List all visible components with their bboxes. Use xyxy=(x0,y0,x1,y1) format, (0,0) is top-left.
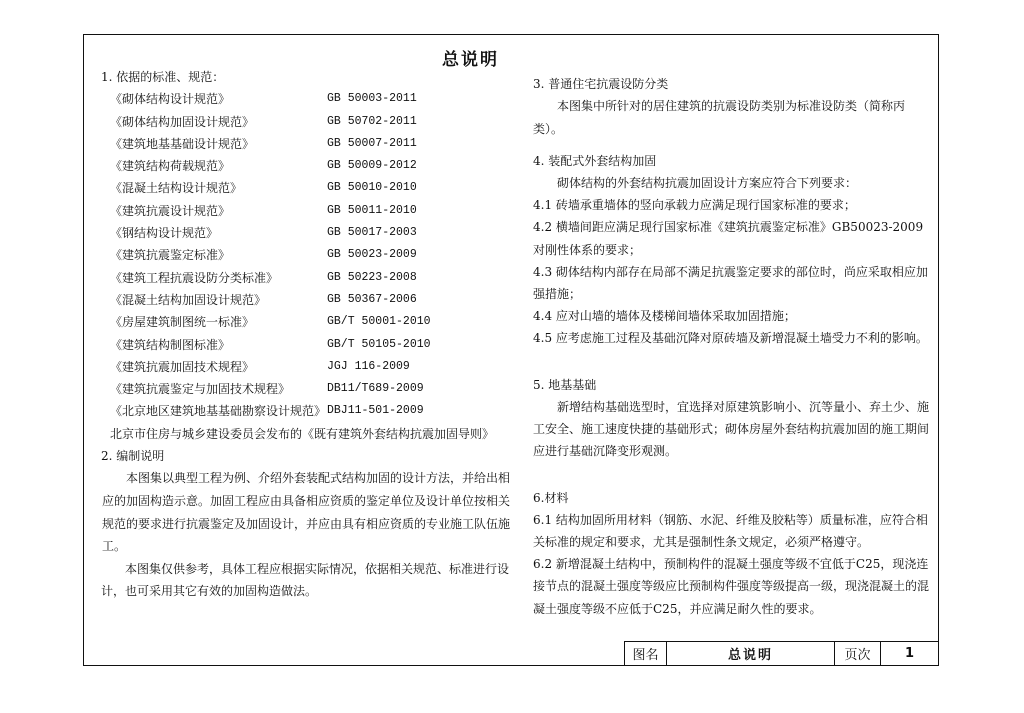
page-number: 1 xyxy=(904,646,915,661)
standard-code: GB 50223-2008 xyxy=(327,270,417,284)
section4-item: 4.1 砖墙承重墙体的竖向承载力应满足现行国家标准的要求； xyxy=(533,198,856,213)
standard-name: 《北京地区建筑地基基础勘察设计规范》 xyxy=(110,404,327,419)
standard-name: 《建筑结构荷载规范》 xyxy=(110,159,231,174)
standard-row xyxy=(101,311,513,333)
standard-code: GB 50023-2009 xyxy=(327,248,417,262)
section3-body: 本图集中所针对的居住建筑的抗震设防类别为标准设防类（简称丙类）。 xyxy=(533,99,906,136)
standard-name: 《混凝土结构加固设计规范》 xyxy=(110,292,267,307)
standard-row xyxy=(101,378,513,400)
drawing-name-label: 图名 xyxy=(625,642,667,665)
section5-heading: 5. 地基基础 xyxy=(533,377,597,392)
standard-name: 《建筑抗震设计规范》 xyxy=(110,203,231,218)
standard-code: GB/T 50001-2010 xyxy=(327,315,431,329)
section4-item: 4.3 砌体结构内部存在局部不满足抗震鉴定要求的部位时，尚应采取相应加强措施； xyxy=(533,264,928,302)
left-column xyxy=(101,66,513,603)
standards-list xyxy=(101,88,513,422)
standard-row xyxy=(101,133,513,155)
standard-code: DB11/T689-2009 xyxy=(327,382,424,396)
section4-intro: 砌体结构的外套结构抗震加固设计方案应符合下列要求： xyxy=(557,176,858,190)
standard-row xyxy=(101,111,513,133)
standard-name: 《房屋建筑制图统一标准》 xyxy=(110,315,255,330)
page-title: 总说明 xyxy=(442,50,499,70)
section6-heading: 6.材料 xyxy=(533,490,569,505)
standard-code: GB 50702-2011 xyxy=(327,114,417,128)
standard-row xyxy=(101,88,513,110)
standard-name: 《建筑工程抗震设防分类标准》 xyxy=(110,270,279,285)
standard-code: GB/T 50105-2010 xyxy=(327,337,431,351)
standard-row xyxy=(101,200,513,222)
section4-item: 4.5 应考虑施工过程及基础沉降对原砖墙及新增混凝土墙受力不利的影响。 xyxy=(533,331,928,346)
standard-row xyxy=(101,400,513,422)
standard-code: GB 50011-2010 xyxy=(327,203,417,217)
section4-heading: 4. 装配式外套结构加固 xyxy=(533,153,657,168)
section3-heading: 3. 普通住宅抗震设防分类 xyxy=(533,77,669,91)
standard-row xyxy=(101,356,513,378)
standard-code: GB 50010-2010 xyxy=(327,181,417,195)
standard-row xyxy=(101,177,513,199)
title-block xyxy=(624,641,939,666)
standard-code: GB 50007-2011 xyxy=(327,136,417,150)
standard-code: GB 50009-2012 xyxy=(327,159,417,173)
section5-body: 新增结构基础选型时，宜选择对原建筑影响小、沉等量小、弃土少、施工安全、施工速度快捷的基础形式；砌体房屋外套结构抗震加固的施工期间应进行基础沉降变形观测。 xyxy=(533,399,930,459)
section6-item: 6.2 新增混凝土结构中，预制构件的混凝土强度等级不宜低于C25，现浇连接节点的混凝土强度等级应比预制构件强度等级提高一级，现浇混凝土的混凝土强度等级不应低于C25，并应满足耐久性的要求。 xyxy=(533,557,930,616)
section1-heading: 1. 依据的标准、规范： xyxy=(101,70,225,84)
standard-name: 《建筑地基基础设计规范》 xyxy=(110,136,255,151)
standard-row xyxy=(101,289,513,311)
standard-name: 《钢结构设计规范》 xyxy=(110,226,219,241)
page-number-label: 页次 xyxy=(835,642,881,665)
section6-item: 6.1 结构加固所用材料（钢筋、水泥、纤维及胶粘等）质量标准，应符合相关标准的规定和要求，尤其是强制性条文规定，必须严格遵守。 xyxy=(533,512,928,550)
section4-item: 4.4 应对山墙的墙体及楼梯间墙体采取加固措施； xyxy=(533,309,796,324)
standard-name: 《建筑抗震鉴定与加固技术规程》 xyxy=(110,382,291,397)
standards-extra-note: 北京市住房与城乡建设委员会发布的《既有建筑外套结构抗震加固导则》 xyxy=(110,426,495,441)
standard-row xyxy=(101,244,513,266)
section2-paragraph-2: 本图集仅供参考，具体工程应根据实际情况，依据相关规范、标准进行设计，也可采用其它有效的加固构造做法。 xyxy=(101,561,510,599)
standard-code: DBJ11-501-2009 xyxy=(327,404,424,418)
drawing-name: 总说明 xyxy=(667,642,835,665)
section4-item: 4.2 横墙间距应满足现行国家标准《建筑抗震鉴定标准》GB50023-2009对刚性体系的要求； xyxy=(533,220,924,257)
standard-code: GB 50367-2006 xyxy=(327,292,417,306)
standard-code: GB 50003-2011 xyxy=(327,92,417,106)
standard-name: 《砌体结构加固设计规范》 xyxy=(110,114,255,129)
standard-code: JGJ 116-2009 xyxy=(327,359,410,373)
standard-name: 《建筑抗震加固技术规程》 xyxy=(110,359,255,374)
section2-paragraph-1: 本图集以典型工程为例、介绍外套装配式结构加固的设计方法，并给出相应的加固构造示意。加固工程应由具备相应资质的鉴定单位及设计单位按相关规范的要求进行抗震鉴定及加固设计，并应由具有相应资质的专业施工队伍施工。 xyxy=(102,471,511,554)
standard-name: 《建筑结构制图标准》 xyxy=(110,337,231,352)
standard-name: 《建筑抗震鉴定标准》 xyxy=(110,248,231,263)
right-column xyxy=(533,73,933,620)
standard-code: GB 50017-2003 xyxy=(327,226,417,240)
standard-row xyxy=(101,155,513,177)
standard-row xyxy=(101,334,513,356)
standard-row xyxy=(101,222,513,244)
section2-heading: 2. 编制说明 xyxy=(101,449,165,464)
standard-name: 《混凝土结构设计规范》 xyxy=(110,181,243,196)
standard-row xyxy=(101,267,513,289)
standard-name: 《砌体结构设计规范》 xyxy=(110,92,231,107)
